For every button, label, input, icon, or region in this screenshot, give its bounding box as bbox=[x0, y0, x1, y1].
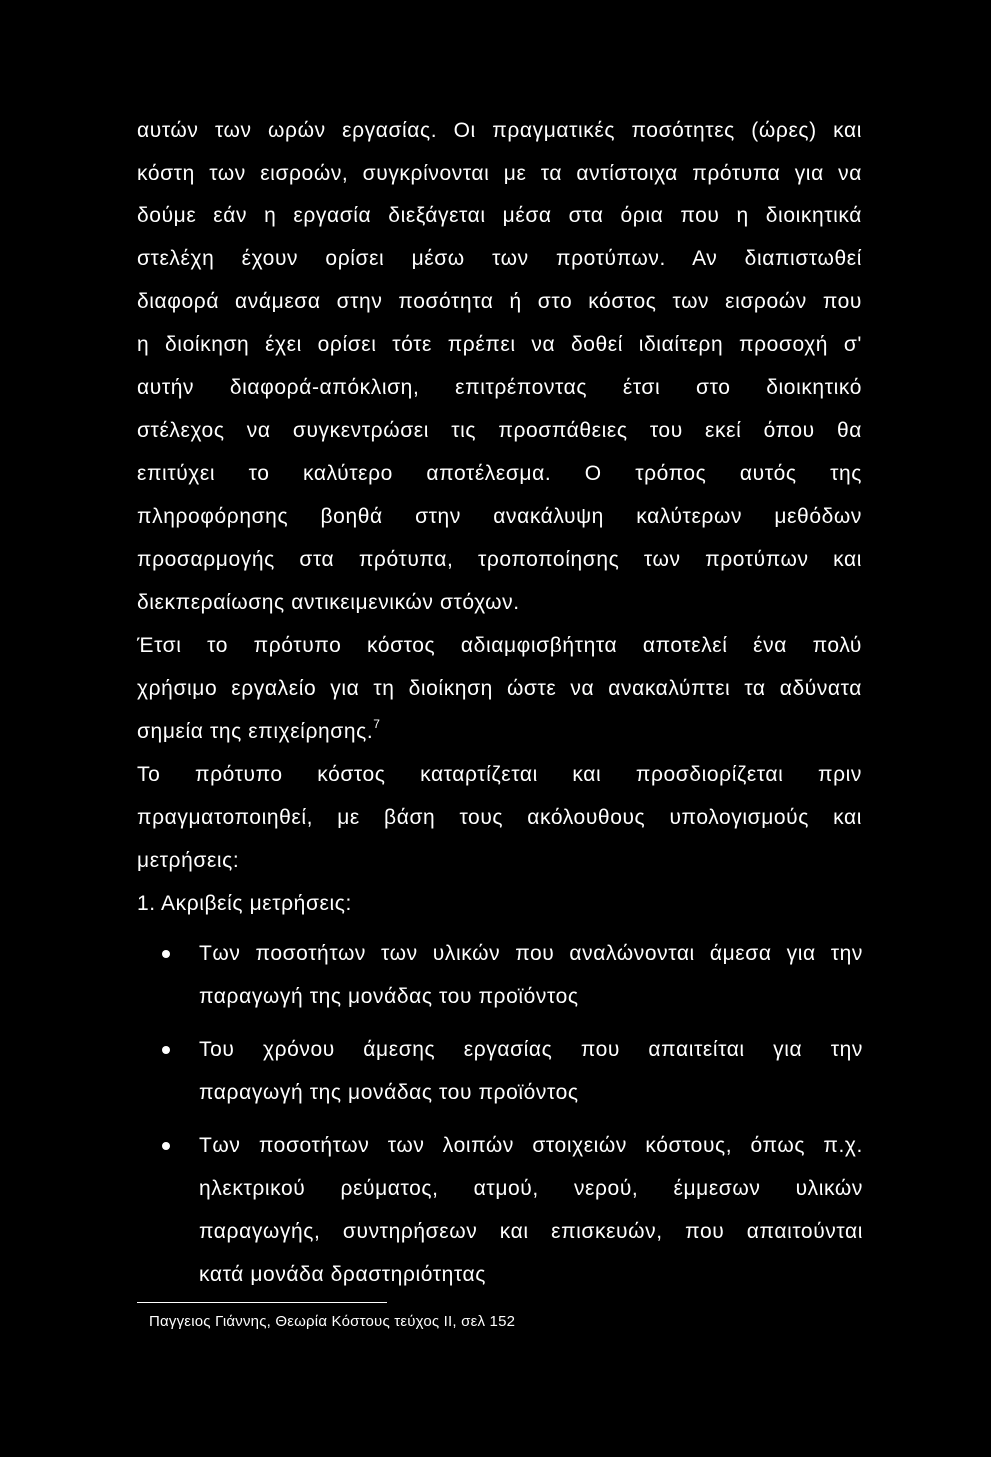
paragraph-1-line: η διοίκηση έχει ορίσει τότε πρέπει να δοθεί ιδιαίτερη προσοχή σ' bbox=[137, 333, 862, 356]
footnote-divider bbox=[137, 1302, 387, 1303]
bullet-2-line: παραγωγή της μονάδας του προϊόντος bbox=[199, 1081, 579, 1104]
paragraph-1-line: κόστη των εισροών, συγκρίνονται με τα αντίστοιχα πρότυπα για να bbox=[137, 162, 862, 185]
paragraph-1-line: αυτήν διαφορά-απόκλιση, επιτρέποντας έτσι στο διοικητικό bbox=[137, 376, 862, 399]
paragraph-1-line: δούμε εάν η εργασία διεξάγεται μέσα στα όρια που η διοικητικά bbox=[137, 204, 862, 227]
paragraph-1-line: στέλεχος να συγκεντρώσει τις προσπάθειες του εκεί όπου θα bbox=[137, 419, 862, 442]
paragraph-1-line: διαφορά ανάμεσα στην ποσότητα ή στο κόστος των εισροών που bbox=[137, 290, 862, 313]
paragraph-2-line: χρήσιμο εργαλείο για τη διοίκηση ώστε να ανακαλύπτει τα αδύνατα bbox=[137, 677, 862, 700]
paragraph-1-line: επιτύχει το καλύτερο αποτέλεσμα. Ο τρόπος αυτός της bbox=[137, 462, 862, 485]
bullet-3-line: κατά μονάδα δραστηριότητας bbox=[199, 1263, 486, 1286]
bullet-3-line: Των ποσοτήτων των λοιπών στοιχειών κόστους, όπως π.χ. bbox=[199, 1134, 863, 1157]
paragraph-2-last-line bbox=[137, 719, 862, 745]
bullet-3-line: ηλεκτρικού ρεύματος, ατμού, νερού, έμμεσων υλικών bbox=[199, 1177, 863, 1200]
bullet-3-line: παραγωγής, συντηρήσεων και επισκευών, που απαιτούνται bbox=[199, 1220, 863, 1243]
footnote: Παγγειος Γιάννης, Θεωρία Κόστους τεύχος ΙΙ, σελ 152 bbox=[149, 1313, 516, 1330]
bullet-icon bbox=[162, 950, 170, 958]
paragraph-1-line: στελέχη έχουν ορίσει μέσω των προτύπων. Αν διαπιστωθεί bbox=[137, 247, 862, 270]
paragraph-2-line: Έτσι το πρότυπο κόστος αδιαμφισβήτητα αποτελεί ένα πολύ bbox=[137, 634, 862, 657]
bullet-1-line: παραγωγή της μονάδας του προϊόντος bbox=[199, 985, 579, 1008]
paragraph-3-line: πραγματοποιηθεί, με βάση τους ακόλουθους υπολογισμούς και bbox=[137, 806, 862, 829]
bullet-2-line: Του χρόνου άμεσης εργασίας που απαιτείται για την bbox=[199, 1038, 863, 1061]
paragraph-1-line: αυτών των ωρών εργασίας. Οι πραγματικές ποσότητες (ώρες) και bbox=[137, 119, 862, 142]
paragraph-3-line: μετρήσεις: bbox=[137, 849, 240, 872]
paragraph-3-line: Το πρότυπο κόστος καταρτίζεται και προσδιορίζεται πριν bbox=[137, 763, 862, 786]
paragraph-1-line: διεκπεραίωσης αντικειμενικών στόχων. bbox=[137, 591, 520, 614]
paragraph-1-line: προσαρμογής στα πρότυπα, τροποποίησης των προτύπων και bbox=[137, 548, 862, 571]
bullet-icon bbox=[162, 1142, 170, 1150]
bullet-icon bbox=[162, 1046, 170, 1054]
numbered-item: 1. Ακριβείς μετρήσεις: bbox=[137, 892, 352, 915]
bullet-1-line: Των ποσοτήτων των υλικών που αναλώνονται άμεσα για την bbox=[199, 942, 863, 965]
footnote-reference: 7 bbox=[373, 717, 381, 731]
paragraph-1-line: πληροφόρησης βοηθά στην ανακάλυψη καλύτερων μεθόδων bbox=[137, 505, 862, 528]
paragraph-2-line: σημεία της επιχείρησης. bbox=[137, 720, 374, 743]
